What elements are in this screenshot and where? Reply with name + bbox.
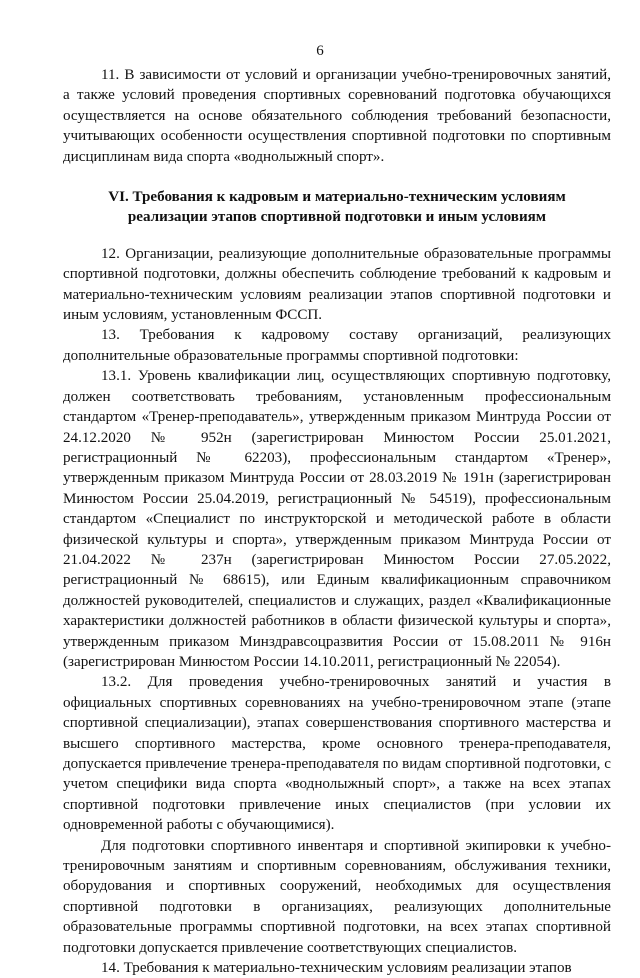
spacer (63, 228, 611, 244)
document-body (63, 65, 611, 978)
paragraph-inventory: Для подготовки спортивного инвентаря и спортивной экипировки к учебно-тренировочным занятиям и спортивным соревнованиям, обслуживания техники, оборудования и спортивных сооружений, необходимых для осуществления спортивной подготовки в организациях, реализующих дополнительные образовательные программы спортивной подготовки, на всех этапах спортивной подготовки допускается привлечение соответствующих специалистов. (63, 837, 611, 956)
section-heading-line-1: VI. Требования к кадровым и материально-техническим условиям (108, 189, 566, 206)
paragraph-13-2: 13.2. Для проведения учебно-тренировочных занятий и участия в официальных спортивных соревнованиях на учебно-тренировочном этапе (этапе спортивной специализации), этапах совершенствования спортивного мастерства и высшего спортивного мастерства, кроме основного тренера-преподавателя, допускается привлечение тренера-преподавателя по видам спортивной подготовки, с учетом специфики вида спорта «воднолыжный спорт», а также на всех этапах спортивной подготовки привлечение иных специалистов (при условии их одновременной работы с обучающимися). (63, 674, 611, 834)
paragraph-11: 11. В зависимости от условий и организации учебно-тренировочных занятий, а также условий проведения спортивных соревнований подготовка обучающихся осуществляется на основе обязательного соблюдения требований безопасности, учитывающих особенности осуществления спортивной подготовки по спортивным дисциплинам вида спорта «воднолыжный спорт». (63, 67, 611, 165)
section-heading-line-2: реализации этапов спортивной подготовки и иным условиям (127, 209, 547, 226)
paragraph-13: 13. Требования к кадровому составу организаций, реализующих дополнительные образовательные программы спортивной подготовки: (63, 327, 611, 364)
spacer (63, 167, 611, 187)
page-number: 6 (316, 43, 324, 59)
paragraph-13-1: 13.1. Уровень квалификации лиц, осуществляющих спортивную подготовку, должен соответствовать требованиям, установленным профессиональным стандартом «Тренер-преподаватель», утвержденным приказом Минтруда России от 24.12.2020 № 952н (зарегистрирован Минюстом России 25.01.2021, регистрационный № 62203), профессиональным стандартом «Тренер», утвержденным приказом Минтруда России от 28.03.2019 № 191н (зарегистрирован Минюстом России 25.04.2019, регистрационный № 54519), профессиональным стандартом «Специалист по инструкторской и методической работе в области физической культуры и спорта», утвержденным приказом Минтруда России от 21.04.2022 № 237н (зарегистрирован Минюстом России 27.05.2022, регистрационный № 68615), или Единым квалификационным справочником должностей руководителей, специалистов и служащих, раздел «Квалификационные характеристики должностей работников в области физической культуры и спорта», утвержденным приказом Минздравсоцразвития России от 15.08.2011 № 916н (зарегистрирован Минюстом России 14.10.2011, регистрационный № 22054). (63, 368, 611, 670)
paragraph-14: 14. Требования к материально-техническим условиям реализации этапов (101, 960, 572, 977)
paragraph-12: 12. Организации, реализующие дополнительные образовательные программы спортивной подготовки, должны обеспечить соблюдение требований к кадровым и материально-техническим условиям реализации этапов спортивной подготовки и иным условиям, установленным ФССП. (63, 245, 611, 324)
